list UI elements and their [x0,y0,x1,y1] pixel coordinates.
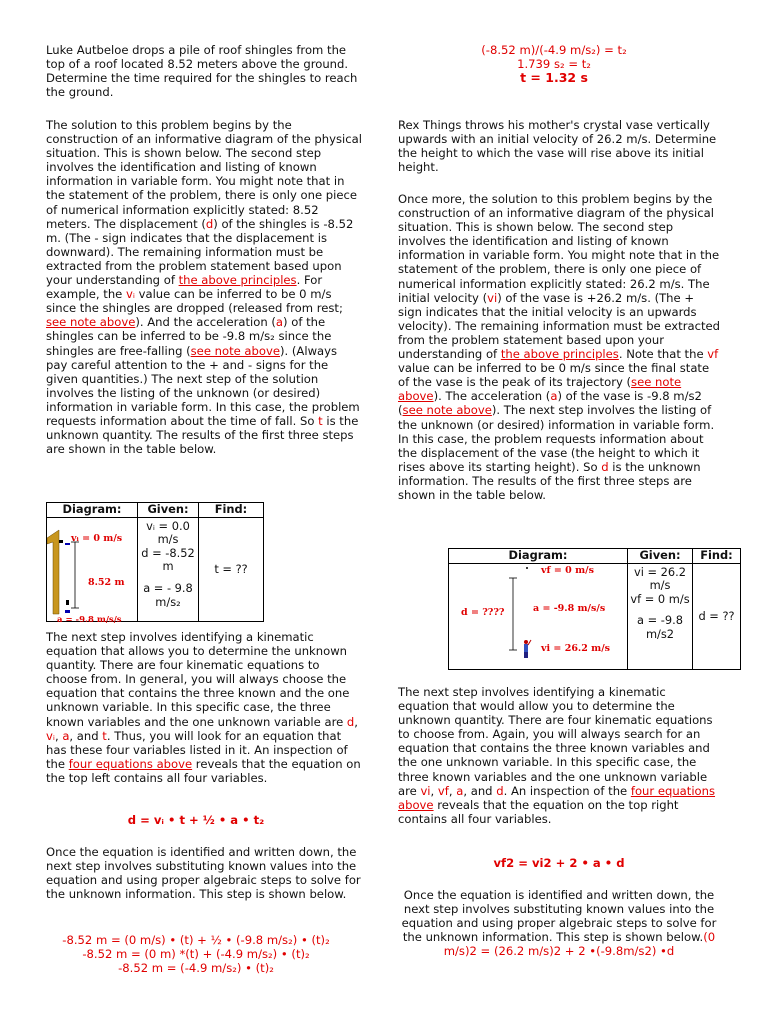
substitution-paragraph: Once the equation is identified and written down, the next step involves substituting known values into the equation and using proper algebraic steps to solve for the unknown information. This step is shown below.(0 m/s)2 = (26.2 m/s)2 + 2 •(-9.8m/s2) •d [401,888,717,959]
equation-selection-paragraph: The next step involves identifying a kinematic equation that would allow you to determine the unknown quantity. There are four kinematic equations to choose from. Again, you will always search for an equation that contains the three known variables and the one unknown variable. In this specific case, the three known variables and the one unknown variable are vi, vf, a, and d. An inspection of the four equations above reveals that the equation on the top right contains all four variables. [398,685,716,826]
equation-selection-paragraph: The next step involves identifying a kinematic equation that allows you to determine the unknown quantity. There are four kinematic equations to choose from. In general, you will always choose the equation that contains the three known and the one unknown variable. In this specific case, the three known variables and the one unknown variable are d, vᵢ, a, and t. Thus, you will look for an equation that has these four variables listed in it. An inspection of the four equations above reveals that the equation on the top left contains all four variables. [46,630,361,785]
calculation-steps [46,933,346,975]
find-cell: t = ?? [199,517,264,622]
given-d: d = -8.52 m [141,545,195,574]
link-above-principles[interactable]: the above principles [178,273,297,288]
diagram-vf-label: vf = 0 m/s [541,564,594,576]
given-find-table-2 [448,548,741,670]
diagram-a-label: a = -9.8 m/s/s [57,614,122,625]
calc-step-2: -8.52 m = (0 m) *(t) + (-4.9 m/s₂) • (t)₂ [82,947,310,962]
given-cell [628,563,693,670]
diagram-d-label: 8.52 m [88,576,125,588]
header-given: Given: [138,503,199,518]
given-a: a = - 9.8 m/s₂ [143,580,193,609]
header-diagram: Diagram: [449,549,628,564]
diagram-a-label: a = -9.8 m/s/s [533,602,606,614]
given-find-table-1 [46,502,264,625]
diagram-vi-label: vi = 26.2 m/s [541,642,611,654]
link-see-note-above[interactable]: see note above [398,375,682,404]
link-above-principles[interactable]: the above principles [500,347,619,362]
link-four-equations[interactable]: four equations above [398,783,716,812]
solution-paragraph-1: The solution to this problem begins by the construction of an informative diagram of the physical situation. This is shown below. The second step involves the identification and listing of known information in variable form. You might note that in the statement of the problem, there is only one piece of numerical information explicitly stated: 8.52 meters. The displacement (d) of the shingles is -8.52 m. (The - sign indicates that the displacement is downward). The remaining information must be extracted from the problem statement based upon your understanding of the above principles. For example, the vᵢ value can be inferred to be 0 m/s since the shingles are dropped (released from rest; see note above). And the acceleration (a) of the shingles can be inferred to be -9.8 m/s₂ since the shingles are free-falling (see note above). (Always pay careful attention to the + and - signs for the given quantities.) The next step of the solution involves the listing of the unknown (or desired) information in variable form. In this case, the problem requests information about the time of fall. So t is the unknown quantity. The results of the first three steps are shown in the table below. [46,118,362,457]
solve-step-1: (-8.52 m)/(-4.9 m/s₂) = t₂ [481,43,627,57]
calc-step-3: -8.52 m = (-4.9 m/s₂) • (t)₂ [118,961,274,976]
given-vi: vi = 26.2 m/s [633,564,687,593]
kinematic-equation-1: d = vᵢ • t + ½ • a • t₂ [127,813,265,827]
given-a: a = -9.8 m/s2 [637,613,683,641]
substitution-paragraph: Once the equation is identified and written down, the next step involves substituting known values into the equation and using proper algebraic steps to solve for the unknown information. This step is shown below. [46,845,361,902]
calc-step-1: -8.52 m = (0 m/s) • (t) + ½ • (-9.8 m/s₂) • (t)₂ [62,933,330,947]
given-cell [138,517,199,622]
final-answer: t = 1.32 s [520,70,588,86]
substitution-equation: (0 m/s)2 = (26.2 m/s)2 + 2 •(-9.8m/s2) •d [443,930,716,959]
header-given: Given: [628,549,693,564]
header-find: Find: [199,503,264,518]
solution-steps-continued [398,43,710,85]
problem-statement-2: Rex Things throws his mother's crystal vase vertically upwards with an initial velocity of 26.2 m/s. Determine the height to which the vase will rise above its initial height. [398,118,717,175]
solution-paragraph-2: Once more, the solution to this problem begins by the construction of an informative diagram of the physical situation. This is shown below. The second step involves the identification and listing of known information in variable form. You might note that in the statement of the problem, there is only one piece of numerical information explicitly stated: 26.2 m/s. The initial velocity (vi) of the vase is +26.2 m/s. (The + sign indicates that the initial velocity is an upwards velocity). The remaining information must be extracted from the problem statement based upon your understanding of the above principles. Note that the vf value can be inferred to be 0 m/s since the final state of the vase is the peak of its trajectory (see note above). The acceleration (a) of the vase is -9.8 m/s2 (see note above). The next step involves the listing of the unknown (or desired) information in variable form. In this case, the problem requests information about the displacement of the vase (the height to which it rises above its starting height). So d is the unknown information. The results of the first three steps are shown in the table below. [398,192,720,502]
header-find: Find: [693,549,741,564]
diagram-cell [47,517,138,625]
find-cell: d = ?? [693,563,741,670]
link-see-note-above[interactable]: see note above [190,343,280,358]
link-see-note-above[interactable]: see note above [402,403,492,418]
diagram-vi-label: vᵢ = 0 m/s [71,532,123,544]
given-vi: vᵢ = 0.0 m/s [146,518,190,547]
link-see-note-above[interactable]: see note above [46,315,136,330]
solve-step-2: 1.739 s₂ = t₂ [517,57,591,72]
header-diagram: Diagram: [47,503,138,518]
diagram-d-label: d = ???? [461,606,505,618]
link-four-equations[interactable]: four equations above [68,756,193,771]
diagram-cell [449,563,628,670]
kinematic-equation-2: vf2 = vi2 + 2 • a • d [493,856,625,870]
problem-statement-1: Luke Autbeloe drops a pile of roof shingles from the top of a roof located 8.52 meters above the ground. Determine the time required for the shingles to reach the ground. [46,43,358,100]
given-vf: vf = 0 m/s [630,591,690,606]
